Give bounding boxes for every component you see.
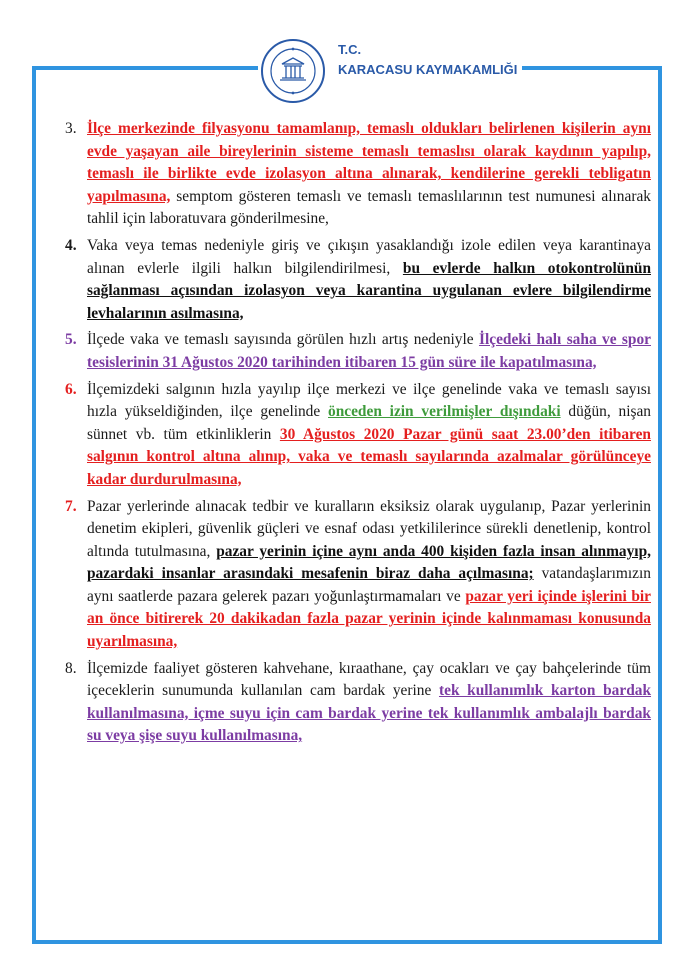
text-highlight: bu evlerde halkın otokontrolünün sağlanması açısından izolasyon veya karantina uygulanan evlere bilgilendirme levhalarının asılmasına, [87,259,651,322]
text-highlight: 30 Ağustos 2020 Pazar günü saat 23.00’den itibaren salgının kontrol altına alınıp, vaka ve temaslı sayılarında azalmalar görülünceye kadar durdurulmasına, [87,425,651,488]
text-highlight: İlçedeki halı saha ve spor tesislerinin 31 Ağustos 2020 tarihinden itibaren 15 gün süre ile kapatılmasına, [87,331,651,371]
list-item [65,329,651,374]
text-normal: İlçemizdeki salgının hızla yayılıp ilçe merkezi ve ilçe genelinde vaka ve temaslı sayısı hızla yükseldiğinden, ilçe genelinde [87,380,651,421]
text-normal: vatandaşlarımızın aynı saatlerde pazara gelerek pazarı yoğunlaştırmamaları ve [87,565,651,605]
text-highlight: tek kullanımlık karton bardak kullanılmasına, içme suyu için cam bardak yerine tek kullanımlık ambalajlı bardak su veya şişe suyu kullanılmasına, [87,682,652,745]
header-line2: KARACASU KAYMAKAMLIĞI [338,62,518,77]
list-item [65,496,651,654]
item-text [87,118,651,231]
text-normal: İlçede vaka ve temaslı sayısında görülen hızlı artış nedeniyle [87,331,479,349]
text-highlight: önceden izin verilmişler dışındaki [328,403,561,421]
item-number: 7. [65,497,77,515]
list-item [65,118,651,231]
seal-logo-icon [260,38,326,104]
item-text [87,235,651,325]
header-line1: T.C. [338,42,362,57]
list-item [65,658,651,748]
list-item [65,379,651,492]
item-number: 5. [65,331,77,349]
text-normal: İlçemizde faaliyet gösteren kahvehane, kıraathane, çay ocakları ve çay bahçelerinde tüm içeceklerin sunumunda kullanılan cam bardak yerine [87,659,651,700]
text-highlight: İlçe merkezinde filyasyonu tamamlanıp, temaslı oldukları belirlenen kişilerin aynı evde yaşayan aile bireylerinin sisteme temaslı temaslısı olarak kaydının yapılıp, temaslı ile birlikte evde izolasyon altına alınarak, kendilerine gerekli tebligatın yapılmasına, [87,120,651,205]
text-highlight: pazar yeri içinde işlerini bir an önce bitirerek 20 dakikadan fazla pazar yerinin içinde kalınmaması konusunda uyarılmasına, [87,587,651,651]
item-number: 3. [65,120,77,137]
text-normal: Vaka veya temas nedeniyle giriş ve çıkışın yasaklandığı izole edilen veya karantinaya alınan evlerle ilgili halkın bilgilendirilmesi, [87,236,651,277]
decision-list [65,118,651,752]
text-normal: düğün, nişan sünnet vb. tüm etkinliklerin [87,403,652,443]
header [338,40,517,80]
item-number: 6. [65,380,77,398]
text-normal: semptom gösteren temaslı ve temaslı temaslılarının test numunesi alınarak tahlil için laboratuvara gönderilmesine, [87,187,651,228]
item-text [87,379,651,492]
item-text [87,496,651,654]
item-number: 8. [65,659,77,677]
item-text [87,658,651,748]
text-highlight: pazar yerinin içine aynı anda 400 kişiden fazla insan alınmayıp, pazardaki insanlar arasındaki mesafenin biraz daha açılmasına; [87,542,651,583]
item-number: 4. [65,236,77,254]
item-text [87,329,651,374]
text-normal: Pazar yerlerinde alınacak tedbir ve kuralların eksiksiz olarak uygulanıp, Pazar yerlerinin denetim ekipleri, güvenlik güçleri ve esnaf odası yetkililerince sürekli denetlenip, kontrol altında tutulmasına, [87,497,651,560]
list-item [65,235,651,325]
